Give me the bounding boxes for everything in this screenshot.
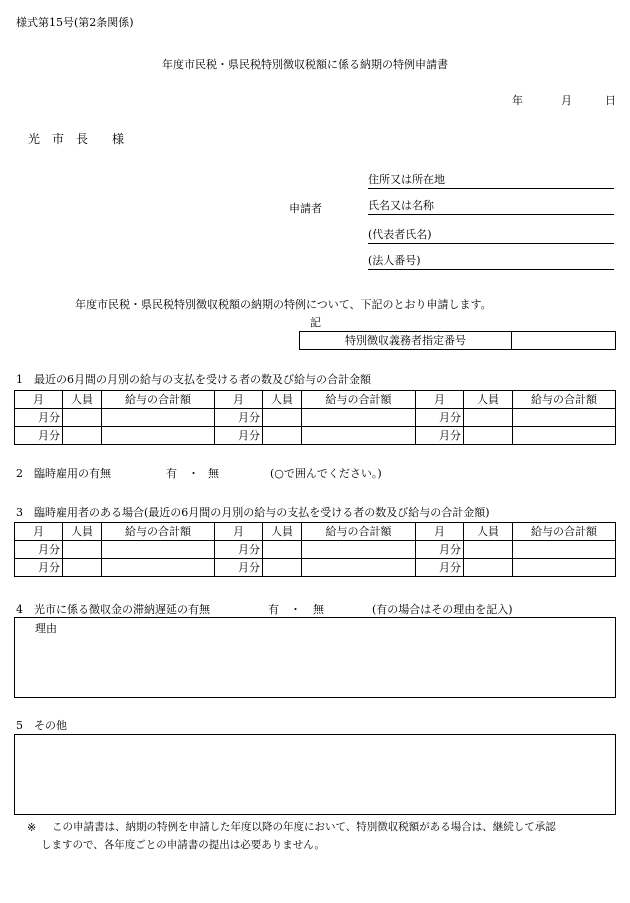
staff-cell[interactable] (63, 409, 102, 427)
section1-table (14, 390, 616, 445)
month-cell[interactable]: 月分 (416, 409, 464, 427)
header-month: 月 (15, 523, 63, 541)
month-cell[interactable]: 月分 (15, 559, 63, 577)
header-staff: 人員 (263, 391, 302, 409)
name-field[interactable] (368, 200, 614, 215)
total-cell[interactable] (102, 409, 215, 427)
applicant-label: 申請者 (289, 202, 322, 215)
month-cell[interactable]: 月分 (15, 541, 63, 559)
header-month: 月 (15, 391, 63, 409)
staff-cell[interactable] (464, 427, 513, 445)
form-number: 様式第15号(第2条関係) (16, 16, 134, 29)
staff-cell[interactable] (263, 559, 302, 577)
address-field-label: 住所又は所在地 (368, 173, 445, 186)
table-row (15, 427, 616, 445)
total-cell[interactable] (302, 559, 416, 577)
header-month: 月 (416, 391, 464, 409)
staff-cell[interactable] (63, 541, 102, 559)
section2-choice-no[interactable]: 無 (208, 467, 219, 480)
header-total: 給与の合計額 (102, 391, 215, 409)
table-header-row (15, 391, 616, 409)
header-total: 給与の合計額 (513, 391, 616, 409)
footnote-line1: この申請書は、納期の特例を申請した年度以降の年度において、特別徴収税額がある場合は、継続して承認 (52, 821, 556, 833)
header-staff: 人員 (464, 523, 513, 541)
total-cell[interactable] (302, 409, 416, 427)
name-field-label: 氏名又は名称 (368, 199, 434, 212)
month-cell[interactable]: 月分 (215, 559, 263, 577)
staff-cell[interactable] (263, 409, 302, 427)
table-row (15, 541, 616, 559)
section2-note: (○で囲んでください。) (270, 467, 382, 480)
total-cell[interactable] (513, 427, 616, 445)
month-cell[interactable]: 月分 (416, 541, 464, 559)
addressee: 光 市 長 (28, 132, 89, 146)
staff-cell[interactable] (464, 409, 513, 427)
representative-field[interactable] (368, 229, 614, 244)
date-year-label: 年 (512, 94, 523, 107)
month-cell[interactable]: 月分 (15, 409, 63, 427)
section2-choice-yes[interactable]: 有 (166, 467, 177, 480)
month-cell[interactable]: 月分 (416, 427, 464, 445)
representative-field-label: (代表者氏名) (368, 228, 432, 241)
total-cell[interactable] (102, 559, 215, 577)
total-cell[interactable] (102, 541, 215, 559)
section5-title: 5 その他 (16, 719, 67, 732)
designation-input[interactable] (512, 332, 616, 350)
designation-table (299, 331, 616, 350)
section2-title: 2 臨時雇用の有無 (16, 467, 111, 480)
month-cell[interactable]: 月分 (215, 541, 263, 559)
date-day-label: 日 (605, 94, 616, 107)
table-row (15, 559, 616, 577)
page-title: 年度市民税・県民税特別徴収税額に係る納期の特例申請書 (162, 58, 448, 71)
month-cell[interactable]: 月分 (215, 427, 263, 445)
month-cell[interactable]: 月分 (416, 559, 464, 577)
section1-title: 1 最近の6月間の月別の給与の支払を受ける者の数及び給与の合計金額 (16, 373, 371, 386)
total-cell[interactable] (513, 541, 616, 559)
footnote-line2: しますので、各年度ごとの申請書の提出は必要ありません。 (41, 839, 325, 851)
other-box[interactable] (14, 734, 616, 815)
section2-separator: ・ (188, 467, 199, 480)
total-cell[interactable] (513, 559, 616, 577)
section4-separator: ・ (290, 603, 301, 616)
header-month: 月 (215, 391, 263, 409)
total-cell[interactable] (302, 541, 416, 559)
staff-cell[interactable] (263, 427, 302, 445)
header-total: 給与の合計額 (102, 523, 215, 541)
header-month: 月 (215, 523, 263, 541)
intro-text: 年度市民税・県民税特別徴収税額の納期の特例について、下記のとおり申請します。 (75, 298, 492, 311)
staff-cell[interactable] (464, 541, 513, 559)
header-total: 給与の合計額 (302, 523, 416, 541)
reason-label: 理由 (35, 622, 57, 635)
total-cell[interactable] (513, 409, 616, 427)
designation-label: 特別徴収義務者指定番号 (300, 332, 512, 350)
staff-cell[interactable] (263, 541, 302, 559)
month-cell[interactable]: 月分 (15, 427, 63, 445)
corporate-number-field[interactable] (368, 255, 614, 270)
header-staff: 人員 (63, 391, 102, 409)
address-field[interactable] (368, 174, 614, 189)
staff-cell[interactable] (464, 559, 513, 577)
staff-cell[interactable] (63, 427, 102, 445)
header-total: 給与の合計額 (302, 391, 416, 409)
table-header-row (15, 523, 616, 541)
month-cell[interactable]: 月分 (215, 409, 263, 427)
section4-title: 4 光市に係る徴収金の滞納遅延の有無 (16, 603, 210, 616)
section3-title: 3 臨時雇用者のある場合(最近の6月間の月別の給与の支払を受ける者の数及び給与の合計金額) (16, 506, 490, 519)
header-month: 月 (416, 523, 464, 541)
total-cell[interactable] (102, 427, 215, 445)
header-staff: 人員 (63, 523, 102, 541)
table-row (15, 409, 616, 427)
corporate-number-field-label: (法人番号) (368, 254, 421, 267)
date-month-label: 月 (561, 94, 572, 107)
staff-cell[interactable] (63, 559, 102, 577)
addressee-honorific: 様 (112, 132, 125, 146)
section3-table (14, 522, 616, 577)
header-total: 給与の合計額 (513, 523, 616, 541)
section4-choice-yes[interactable]: 有 (268, 603, 279, 616)
header-staff: 人員 (263, 523, 302, 541)
reason-box[interactable] (14, 617, 616, 698)
section4-note: (有の場合はその理由を記入) (372, 603, 513, 616)
section4-choice-no[interactable]: 無 (313, 603, 324, 616)
total-cell[interactable] (302, 427, 416, 445)
ki-label: 記 (310, 316, 321, 329)
header-staff: 人員 (464, 391, 513, 409)
footnote-mark: ※ (27, 821, 37, 834)
